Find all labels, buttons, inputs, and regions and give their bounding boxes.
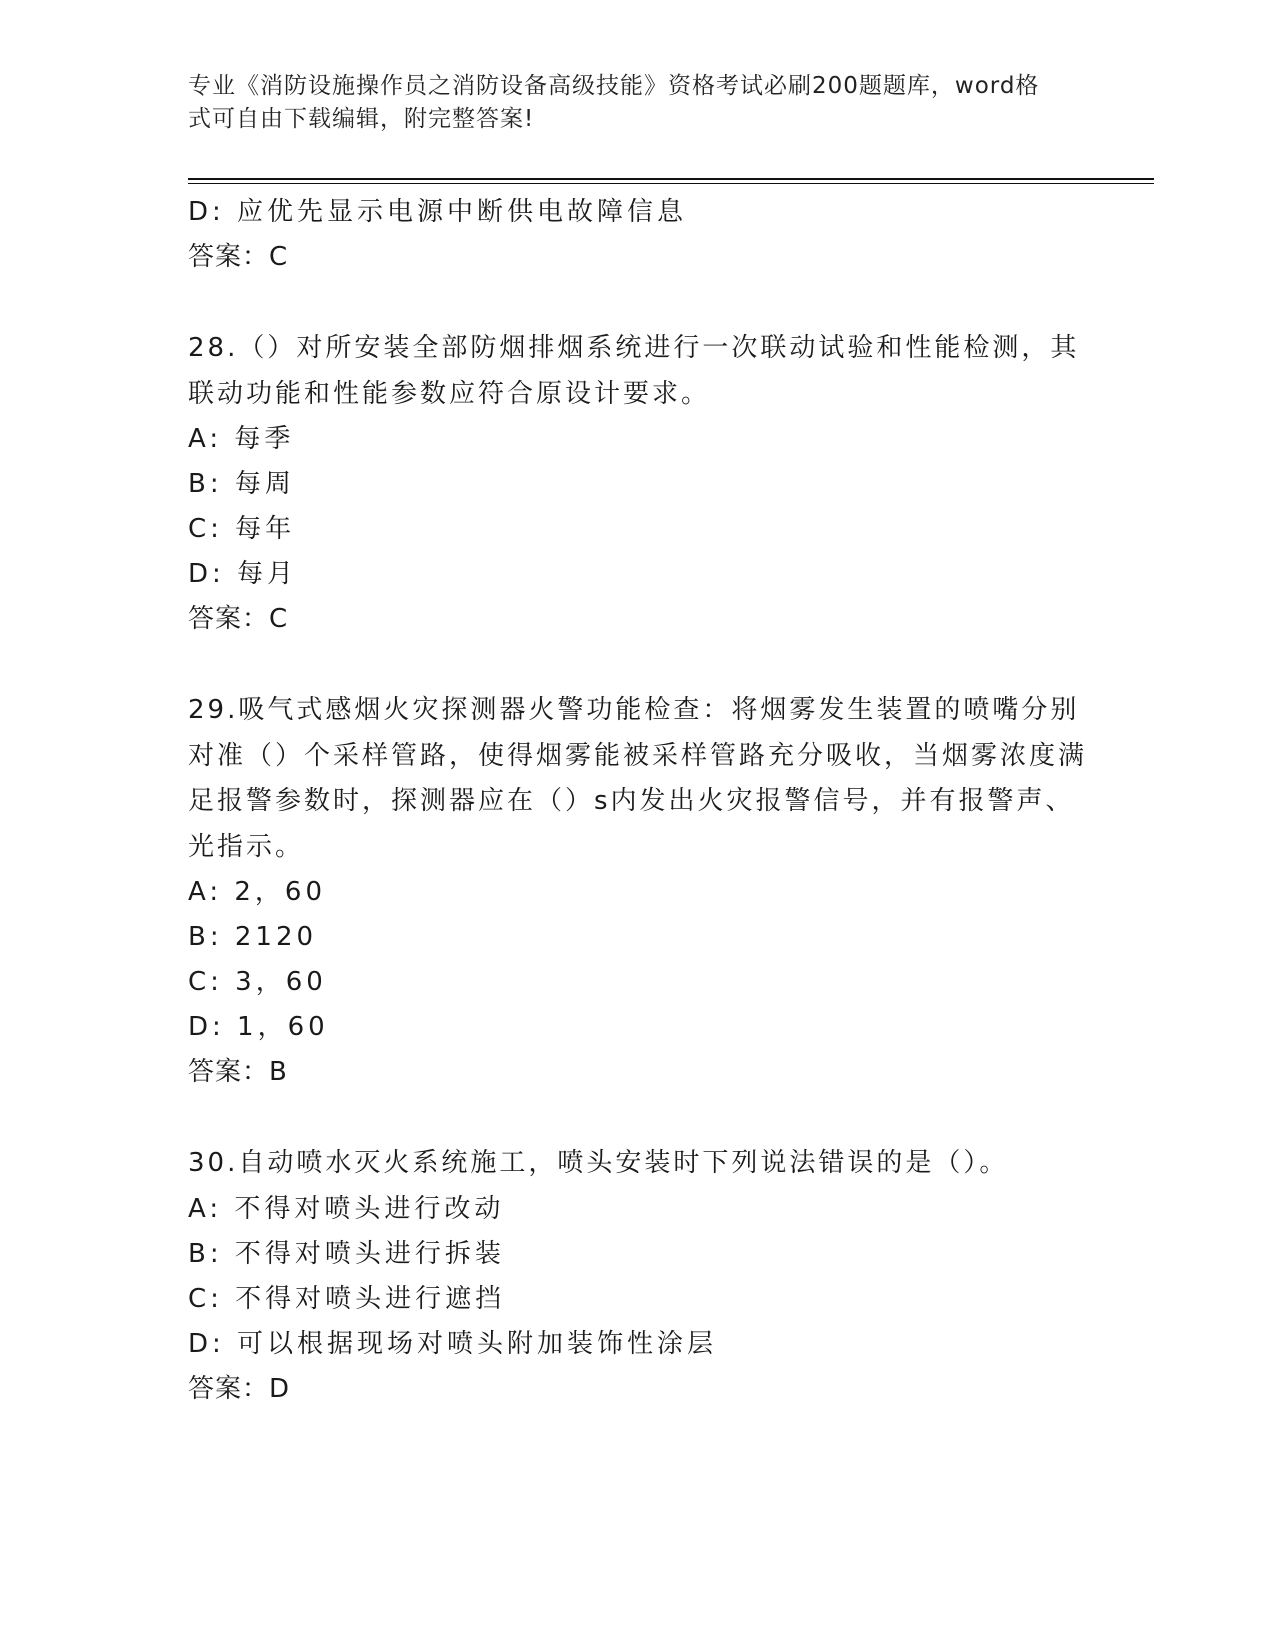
question-stem: 28.（）对所安装全部防烟排烟系统进行一次联动试验和性能检测，其联动功能和性能参数应符合原设计要求。 — [188, 333, 1080, 409]
spacer — [188, 642, 1088, 688]
option-d: D: 1，60 — [188, 1012, 329, 1042]
answer-line: 答案：B — [188, 1057, 288, 1087]
option-b: B: 2120 — [188, 922, 318, 952]
header-line-2: 式可自由下载编辑，附完整答案! — [188, 106, 535, 132]
header-line-1: 专业《消防设施操作员之消防设备高级技能》资格考试必刷200题题库，word格 — [188, 73, 1040, 99]
answer-line: 答案：C — [188, 604, 289, 634]
option-d: D: 应优先显示电源中断供电故障信息 — [188, 197, 688, 227]
option-b: B: 不得对喷头进行拆装 — [188, 1238, 505, 1269]
header-divider-thin — [188, 183, 1154, 184]
option-a: A: 2，60 — [188, 877, 326, 907]
option-c: C: 不得对喷头进行遮挡 — [188, 1283, 506, 1314]
answer-line: 答案：D — [188, 1373, 291, 1404]
header-divider-thick — [188, 178, 1154, 180]
question-stem: 30.自动喷水灭火系统施工，喷头安装时下列说法错误的是（）。 — [188, 1148, 1009, 1178]
option-c: C: 每年 — [188, 514, 296, 544]
spacer — [188, 1095, 1088, 1141]
answer-line: 答案：C — [188, 242, 289, 272]
option-d: D: 每月 — [188, 559, 298, 589]
previous-question-tail — [188, 190, 1088, 280]
question-29 — [188, 688, 1088, 1095]
option-d: D: 可以根据现场对喷头附加装饰性涂层 — [188, 1328, 718, 1359]
question-stem: 29.吸气式感烟火灾探测器火警功能检查：将烟雾发生装置的喷嘴分别对准（）个采样管路，使得烟雾能被采样管路充分吸收，当烟雾浓度满足报警参数时，探测器应在（）s内发出火灾报警信号，并有报警声、光指示。 — [188, 695, 1088, 862]
option-a: A: 每季 — [188, 424, 295, 454]
spacer — [188, 280, 1088, 326]
option-a: A: 不得对喷头进行改动 — [188, 1193, 505, 1224]
option-c: C: 3，60 — [188, 967, 327, 997]
document-header — [188, 70, 1088, 136]
question-30 — [188, 1141, 1088, 1412]
option-b: B: 每周 — [188, 469, 295, 499]
question-content — [188, 190, 1088, 1412]
question-28 — [188, 326, 1088, 642]
